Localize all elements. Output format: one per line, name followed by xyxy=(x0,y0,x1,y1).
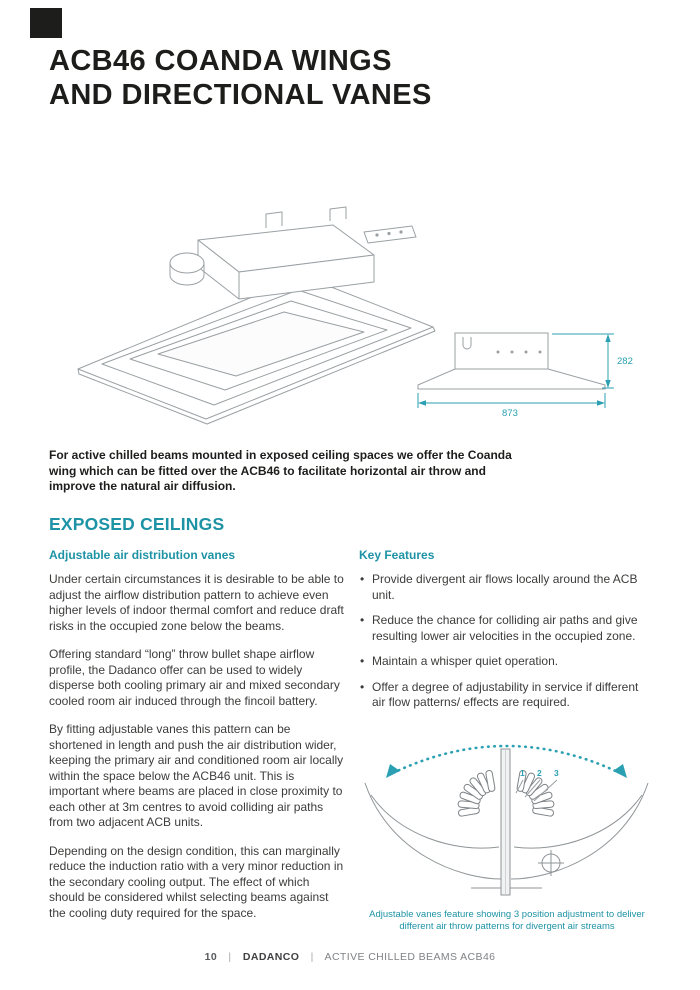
vane-position-label-1: 1 xyxy=(520,767,525,778)
dimension-label-width: 873 xyxy=(502,408,518,419)
key-feature-item: • Offer a degree of adjustability in service if different air flow patterns/ effects are required. xyxy=(359,680,655,711)
key-feature-item: • Reduce the chance for colliding air paths and give resulting lower air velocities in the occupied zone. xyxy=(359,613,655,644)
left-column-subheading: Adjustable air distribution vanes xyxy=(49,548,236,562)
left-column xyxy=(49,548,345,934)
footer-document-title: ACTIVE CHILLED BEAMS ACB46 xyxy=(324,951,496,963)
isometric-beam-drawing xyxy=(78,207,435,424)
footer-separator: | xyxy=(228,951,232,963)
technical-drawings xyxy=(30,206,670,444)
page-title-line2: AND DIRECTIONAL VANES xyxy=(49,79,432,111)
crosshair-datum-icon xyxy=(538,850,564,876)
key-feature-item: • Maintain a whisper quiet operation. xyxy=(359,654,655,670)
two-column-body xyxy=(49,548,655,934)
page-title-line1: ACB46 COANDA WINGS xyxy=(49,45,392,77)
page-title xyxy=(49,44,432,112)
key-features-subheading: Key Features xyxy=(359,548,435,562)
body-paragraph: Under certain circumstances it is desirable to be able to adjust the airflow distribution pattern to achieve even higher levels of indoor thermal comfort and reduce draft risks in the occupied zone below the beams. xyxy=(49,572,344,633)
intro-paragraph: For active chilled beams mounted in exposed ceiling spaces we offer the Coanda wing which can be fitted over the ACB46 to facilitate horizontal air throw and improve the natural air diffusion. xyxy=(49,448,512,493)
vane-adjustment-diagram xyxy=(359,735,654,900)
body-paragraph: Depending on the design condition, this can marginally reduce the induction ratio with a very minor reduction in the secondary cooling output. The effect of which should be considered whilst selecting beams against the cooling duty required for the space. xyxy=(49,843,344,920)
brand-logo-mark xyxy=(30,8,62,38)
vane-diagram-caption: Adjustable vanes feature showing 3 position adjustment to deliver different air throw patterns for divergent air streams xyxy=(369,908,645,932)
key-features-list xyxy=(359,572,655,711)
central-shaft xyxy=(501,749,510,895)
front-view-drawing xyxy=(418,333,605,389)
right-column xyxy=(359,548,655,934)
vane-position-label-3: 3 xyxy=(554,767,559,778)
footer-brand: DADANCO xyxy=(242,951,300,963)
body-paragraph: By fitting adjustable vanes this pattern can be shortened in length and push the air distribution wider, keeping the primary air and conditioned room air locally within the space below the ACB46 unit. This is important where beams are placed in close proximity to each other at 3m centres to avoid colliding air paths from two adjacent ACB units. xyxy=(49,722,344,829)
dimension-label-height: 282 xyxy=(617,356,633,367)
left-vane-fins xyxy=(458,770,496,817)
body-paragraph: Offering standard “long” throw bullet shape airflow profile, the Dadanco offer can be used to widely disperse both cooling primary air and mixed secondary cooled room air induced through the fincoil battery. xyxy=(49,647,340,708)
vane-position-label-2: 2 xyxy=(537,767,542,778)
section-heading-exposed-ceilings: EXPOSED CEILINGS xyxy=(49,514,225,534)
page-footer xyxy=(0,951,700,963)
page-number: 10 xyxy=(204,951,218,963)
footer-separator: | xyxy=(310,951,314,963)
key-feature-item: • Provide divergent air flows locally around the ACB unit. xyxy=(359,572,655,603)
